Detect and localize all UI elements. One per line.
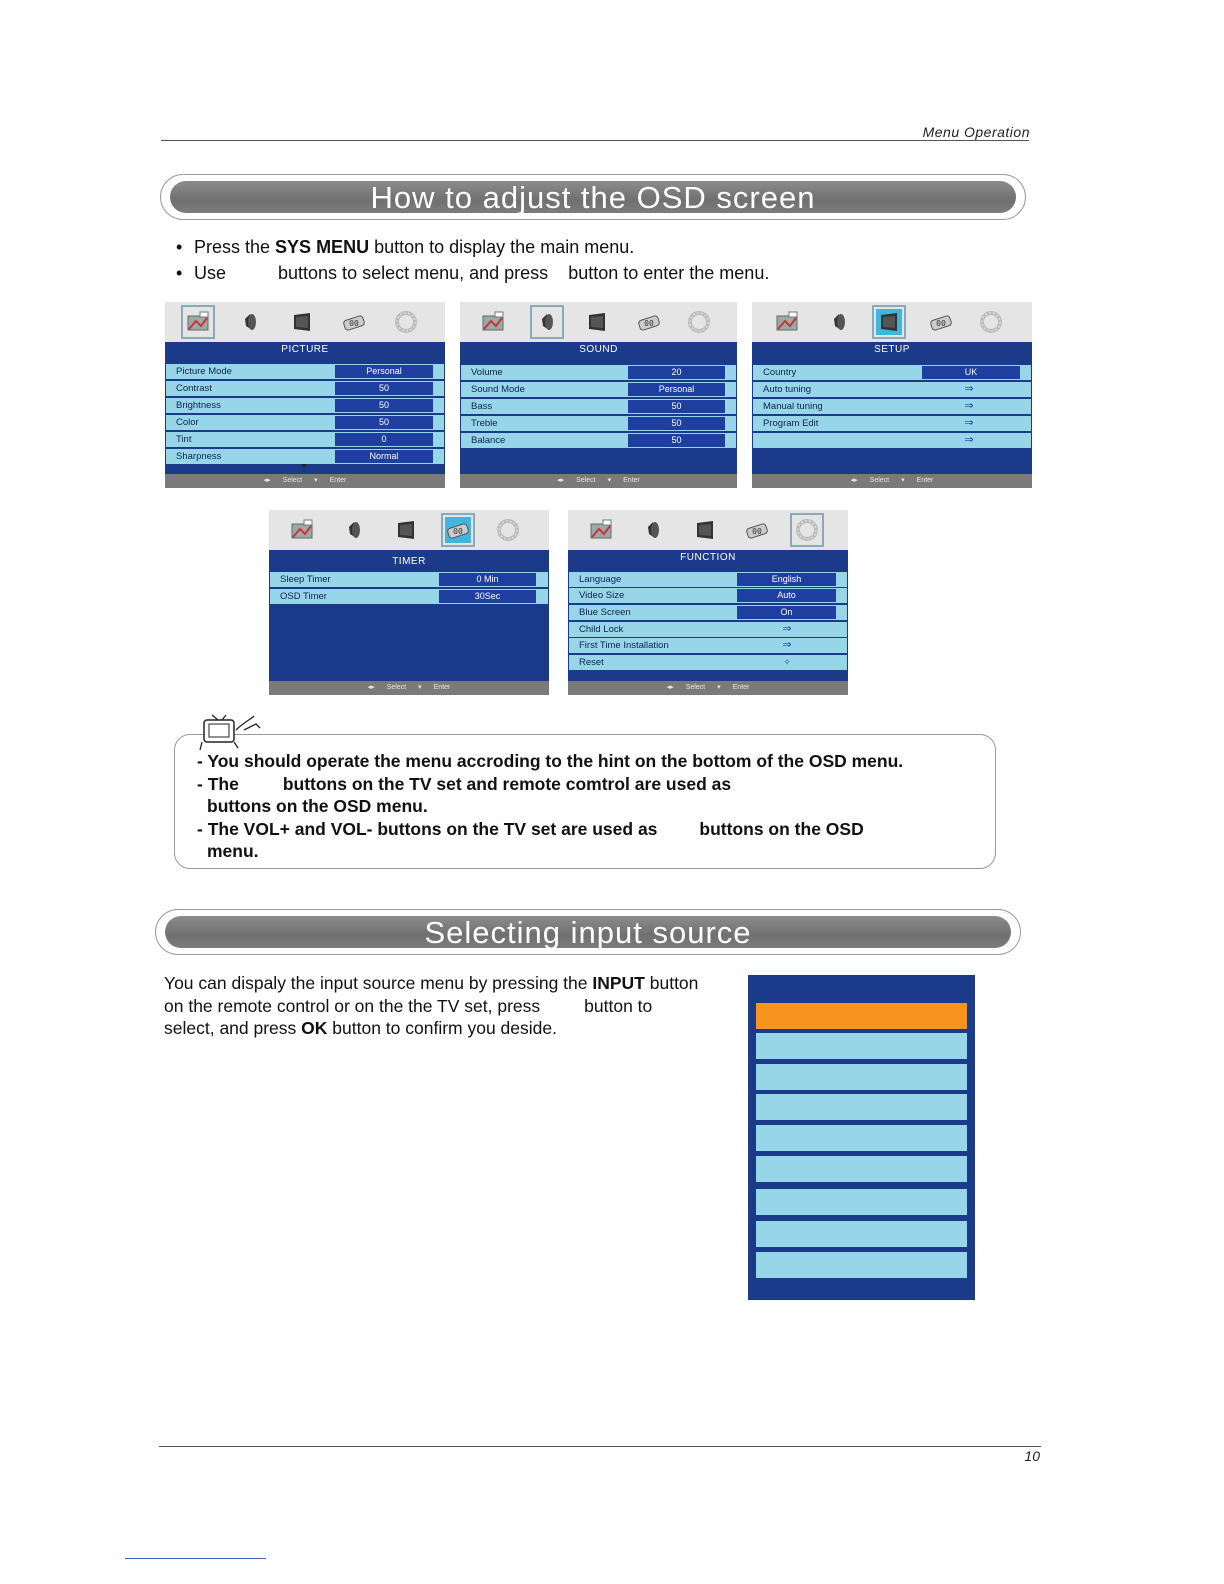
source-item[interactable]: [756, 1033, 967, 1059]
bullet-text: buttons to select menu, and press: [278, 263, 549, 283]
osd-menu-row[interactable]: [166, 398, 444, 413]
osd-row-value: English: [737, 573, 836, 586]
osd-menu-row[interactable]: [569, 638, 847, 653]
setup-icon[interactable]: [289, 309, 315, 335]
bullet-text: Press the: [194, 237, 276, 257]
hint-select-label: Select: [282, 477, 303, 484]
header-rule: [161, 140, 1029, 141]
osd-menu-row[interactable]: [753, 399, 1031, 414]
section-banner-osd: [160, 174, 1026, 220]
osd-row-label: Auto tuning: [763, 384, 812, 395]
bullet-text: button to enter the menu.: [568, 263, 770, 283]
hint-enter-label: Enter: [329, 477, 347, 484]
osd-row-label: Language: [579, 574, 622, 585]
osd-menu-row[interactable]: [166, 381, 444, 396]
osd-icon-bar: [460, 302, 737, 342]
osd-menu-row[interactable]: [461, 382, 736, 397]
select-arrows-icon: ◂▸: [263, 477, 271, 484]
submenu-arrow-icon: ⇒: [964, 417, 974, 429]
enter-arrow-icon: ▾: [418, 684, 422, 691]
osd-menu-title: PICTURE: [281, 344, 329, 355]
note-line: [197, 773, 903, 796]
select-arrows-icon: ◂▸: [850, 477, 858, 484]
osd-timer-menu: [269, 510, 549, 695]
note-line: - You should operate the menu accroding to the hint on the bottom of the OSD menu.: [197, 751, 904, 771]
timer-icon[interactable]: [744, 517, 770, 543]
hint-select-label: Select: [386, 684, 407, 691]
setup-icon[interactable]: [393, 517, 419, 543]
osd-row-label: Volume: [471, 367, 503, 378]
osd-row-label: Bass: [471, 401, 493, 412]
osd-row-value: 50: [335, 416, 433, 429]
timer-icon[interactable]: [636, 309, 662, 335]
osd-row-value: 20: [628, 366, 725, 379]
osd-menu-title: TIMER: [392, 556, 426, 567]
osd-menu-row[interactable]: [569, 622, 847, 637]
osd-row-value: 50: [628, 400, 725, 413]
note-line: [197, 818, 903, 841]
osd-picture-menu: [165, 302, 445, 488]
scroll-down-caret: [301, 464, 307, 468]
instruction-keyword: OK: [301, 1018, 328, 1038]
bottom-link-line: [125, 1558, 266, 1559]
osd-menu-row[interactable]: [569, 588, 847, 603]
osd-row-value: 30Sec: [439, 590, 536, 603]
hint-enter-label: Enter: [916, 477, 934, 484]
osd-row-value: 0: [335, 433, 433, 446]
osd-row-label: Child Lock: [579, 624, 624, 635]
source-item[interactable]: [756, 1156, 967, 1182]
setup-icon[interactable]: [876, 309, 902, 335]
note-fragment: buttons on the TV set and remote comtrol are used as: [282, 773, 732, 794]
hint-enter-label: Enter: [732, 684, 750, 691]
osd-row-label: Video Size: [579, 590, 625, 601]
hint-enter-label: Enter: [433, 684, 451, 691]
osd-row-value: Personal: [335, 365, 433, 378]
reset-icon: ✧: [783, 657, 791, 667]
input-source-menu: [748, 975, 975, 1300]
bullet-item: [176, 234, 769, 260]
osd-hint-bar: [568, 681, 848, 695]
osd-menu-row[interactable]: [753, 365, 1031, 380]
osd-menu-row[interactable]: [461, 416, 736, 431]
osd-hint-bar: [460, 474, 737, 488]
osd-row-label: Country: [763, 367, 797, 378]
osd-row-label: Manual tuning: [763, 401, 823, 412]
picture-icon[interactable]: [480, 309, 506, 335]
osd-icon-bar: [752, 302, 1032, 342]
source-item-selected[interactable]: [756, 1003, 967, 1029]
osd-menu-row[interactable]: [753, 382, 1031, 397]
osd-menu-row[interactable]: [569, 572, 847, 587]
osd-row-label: First Time Installation: [579, 640, 669, 651]
function-icon[interactable]: [393, 309, 419, 335]
osd-row-value: 50: [628, 417, 725, 430]
note-fragment: - The VOL+ and VOL- buttons on the TV set are used as: [197, 818, 658, 839]
osd-row-value: Normal: [335, 450, 433, 463]
osd-menu-row[interactable]: [461, 399, 736, 414]
osd-setup-menu: [752, 302, 1032, 488]
instruction-fragment: select, and press: [164, 1018, 302, 1038]
osd-icon-bar: [269, 510, 549, 550]
hint-select-label: Select: [576, 477, 596, 484]
sound-icon[interactable]: [640, 517, 666, 543]
sound-icon[interactable]: [534, 309, 560, 335]
page-number: 10: [1024, 1448, 1040, 1464]
osd-row-label: Sound Mode: [471, 384, 525, 395]
sound-icon[interactable]: [341, 517, 367, 543]
note-fragment: buttons on the OSD: [699, 818, 864, 839]
hint-enter-label: Enter: [623, 477, 640, 484]
picture-icon[interactable]: [774, 309, 800, 335]
select-arrows-icon: ◂▸: [367, 684, 375, 691]
source-item[interactable]: [756, 1094, 967, 1120]
source-item[interactable]: [756, 1221, 967, 1247]
bullet-text: button to display the main menu.: [369, 237, 635, 257]
source-item[interactable]: [756, 1064, 967, 1090]
osd-menu-row[interactable]: [166, 432, 444, 447]
note-fragment: - The: [197, 773, 239, 794]
osd-menu-row[interactable]: [461, 365, 736, 380]
osd-row-value: Personal: [628, 383, 725, 396]
osd-menu-row[interactable]: [569, 605, 847, 620]
function-icon[interactable]: [978, 309, 1004, 335]
section-title-input: Selecting input source: [165, 916, 1011, 948]
function-icon[interactable]: [686, 309, 712, 335]
timer-icon[interactable]: [341, 309, 367, 335]
osd-menu-row[interactable]: [166, 364, 444, 379]
osd-hint-bar: [269, 681, 549, 695]
timer-icon[interactable]: [928, 309, 954, 335]
osd-icon-bar: [165, 302, 445, 342]
osd-row-label: Tint: [176, 434, 192, 445]
note-hand-icon: [196, 712, 266, 750]
osd-menu-row[interactable]: [753, 416, 1031, 431]
bullet-keyword: SYS MENU: [275, 237, 370, 257]
osd-row-label: Brightness: [176, 400, 221, 411]
osd-menu-row[interactable]: [166, 415, 444, 430]
source-item[interactable]: [756, 1189, 967, 1215]
section-title-osd: How to adjust the OSD screen: [170, 181, 1016, 213]
osd-row-label: Balance: [471, 435, 506, 446]
enter-arrow-icon: ▾: [314, 477, 318, 484]
osd-menu-row[interactable]: [569, 655, 847, 670]
picture-icon[interactable]: [185, 309, 211, 335]
instruction-line: [164, 972, 744, 995]
osd-sound-menu: [460, 302, 737, 488]
enter-arrow-icon: ▾: [717, 684, 721, 691]
hint-select-label: Select: [869, 477, 890, 484]
osd-row-label: OSD Timer: [280, 591, 327, 602]
osd-menu-row[interactable]: [461, 433, 736, 448]
note-line: buttons on the OSD menu.: [207, 796, 428, 816]
picture-icon[interactable]: [588, 517, 614, 543]
source-item[interactable]: [756, 1252, 967, 1278]
running-header: Menu Operation: [922, 124, 1030, 140]
osd-row-label: Color: [176, 417, 199, 428]
osd-menu-title: FUNCTION: [680, 552, 736, 563]
instruction-keyword: INPUT: [592, 973, 645, 993]
osd-row-value: 50: [335, 382, 433, 395]
osd-row-label: Sleep Timer: [280, 574, 331, 585]
osd-row-label: Treble: [471, 418, 498, 429]
osd-menu-row[interactable]: [753, 433, 1031, 448]
bullet-dot: •: [176, 237, 183, 257]
select-arrows-icon: ◂▸: [666, 684, 674, 691]
osd-row-value: 50: [628, 434, 725, 447]
select-arrows-icon: ◂▸: [557, 477, 565, 484]
osd-row-label: Reset: [579, 657, 604, 668]
osd-menu-title: SETUP: [874, 344, 910, 355]
setup-icon[interactable]: [584, 309, 610, 335]
instruction-fragment: You can dispaly the input source menu by pressing the: [164, 973, 593, 993]
osd-menu-row[interactable]: [166, 449, 444, 464]
submenu-arrow-icon: ⇒: [964, 400, 974, 412]
submenu-arrow-icon: ⇒: [782, 639, 792, 651]
picture-icon[interactable]: [289, 517, 315, 543]
note-text: [197, 750, 903, 863]
osd-row-value: UK: [922, 366, 1020, 379]
input-source-instructions: [164, 972, 744, 1040]
osd-hint-bar: [165, 474, 445, 488]
osd-menu-row[interactable]: [270, 572, 548, 587]
enter-arrow-icon: ▾: [901, 477, 905, 484]
osd-row-label: Blue Screen: [579, 607, 631, 618]
bullet-dot: •: [176, 263, 183, 283]
instruction-fragment: button: [644, 973, 699, 993]
osd-row-value: On: [737, 606, 836, 619]
osd-function-menu: [568, 510, 848, 695]
sound-icon[interactable]: [237, 309, 263, 335]
function-icon[interactable]: [495, 517, 521, 543]
osd-menu-title: SOUND: [579, 344, 618, 355]
bullet-item: [176, 260, 769, 286]
osd-row-value: Auto: [737, 589, 836, 602]
submenu-arrow-icon: ⇒: [964, 383, 974, 395]
hint-select-label: Select: [685, 684, 706, 691]
source-item[interactable]: [756, 1125, 967, 1151]
footer-rule: [159, 1446, 1041, 1447]
instruction-fragment: button to confirm you deside.: [327, 1018, 557, 1038]
section-banner-input: [155, 909, 1021, 955]
osd-row-label: Contrast: [176, 383, 212, 394]
instruction-bullets: [176, 234, 769, 286]
osd-row-label: Program Edit: [763, 418, 819, 429]
submenu-arrow-icon: ⇒: [964, 434, 974, 446]
osd-menu-row[interactable]: [270, 589, 548, 604]
timer-icon[interactable]: [445, 517, 471, 543]
instruction-fragment: on the remote control or on the the TV set, press: [164, 995, 541, 1016]
instruction-line: [164, 995, 744, 1018]
note-line: menu.: [207, 841, 259, 861]
instruction-fragment: button to: [584, 995, 653, 1016]
enter-arrow-icon: ▾: [607, 477, 612, 484]
osd-hint-bar: [752, 474, 1032, 488]
function-icon[interactable]: [794, 517, 820, 543]
bullet-text: Use: [194, 263, 227, 283]
osd-row-value: 50: [335, 399, 433, 412]
osd-icon-bar: [568, 510, 848, 550]
osd-row-label: Sharpness: [176, 451, 222, 462]
osd-row-value: 0 Min: [439, 573, 536, 586]
setup-icon[interactable]: [692, 517, 718, 543]
sound-icon[interactable]: [826, 309, 852, 335]
instruction-line: [164, 1017, 744, 1040]
osd-row-label: Picture Mode: [176, 366, 232, 377]
submenu-arrow-icon: ⇒: [782, 623, 792, 635]
